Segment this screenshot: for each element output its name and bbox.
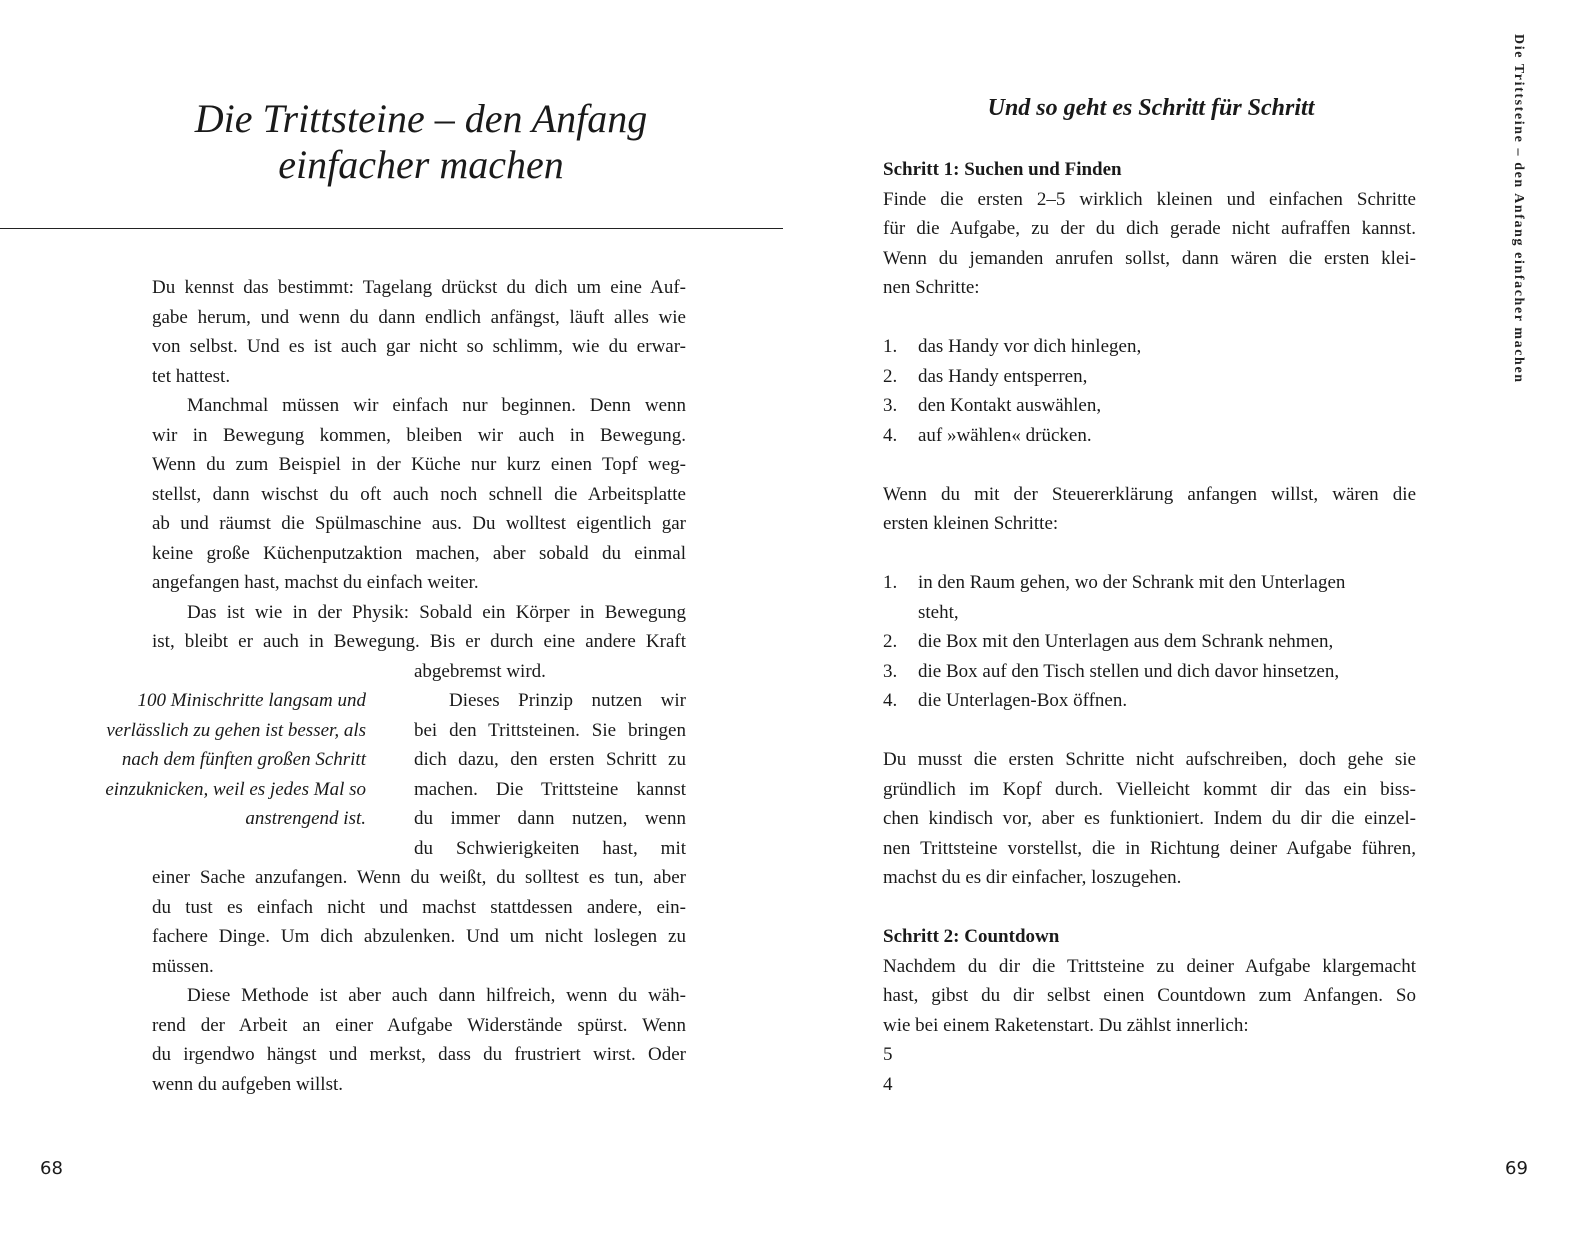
pull-quote-line: nach dem fünften großen Schritt	[121, 749, 366, 770]
text-line: dich dazu, den ersten Schritt zu	[414, 749, 686, 770]
list-item: die Box mit den Unterlagen aus dem Schrank nehmen,	[918, 631, 1334, 652]
text-line: fachere Dinge. Um dich abzulenken. Und um nicht loslegen zu	[152, 926, 686, 947]
countdown-number: 4	[883, 1073, 893, 1095]
list-item-continuation: steht,	[918, 601, 959, 623]
text-line: Wenn du mit der Steuererklärung anfangen willst, wären die	[883, 483, 1416, 505]
text-line: Diese Methode ist aber auch dann hilfreich, wenn du wäh-	[187, 985, 686, 1006]
text-line: gründlich im Kopf durch. Vielleicht kommt dir das ein biss-	[883, 778, 1416, 800]
text-line: wie bei einem Raketenstart. Du zählst innerlich:	[883, 1014, 1249, 1036]
list-item: den Kontakt auswählen,	[918, 395, 1102, 416]
text-line: wenn du aufgeben willst.	[152, 1073, 344, 1095]
step2-title: Schritt 2: Countdown	[883, 926, 1060, 947]
text-line: machen. Die Trittsteine kannst	[414, 778, 686, 800]
text-line: Wenn du jemanden anrufen sollst, dann wären die ersten klei-	[883, 247, 1416, 269]
pull-quote-line: einzuknicken, weil es jedes Mal so	[105, 778, 366, 800]
text-line: nen Trittsteine vorstellst, die in Richtung deiner Aufgabe führen,	[883, 837, 1416, 859]
text-line: von selbst. Und es ist auch gar nicht so schlimm, wie du erwar-	[152, 336, 686, 357]
text-line: du immer dann nutzen, wenn	[414, 808, 686, 829]
list-number: 2.	[883, 365, 898, 387]
text-line: machst du es dir einfacher, loszugehen.	[883, 867, 1182, 888]
text-line: Nachdem du dir die Trittsteine zu deiner Aufgabe klargemacht	[883, 955, 1416, 977]
title-divider	[0, 228, 783, 229]
list-item: in den Raum gehen, wo der Schrank mit den Unterlagen	[918, 572, 1346, 593]
text-line: du Schwierigkeiten hast, mit	[414, 837, 686, 859]
text-line: gabe herum, und wenn du dann endlich anfängst, läuft alles wie	[152, 306, 686, 328]
pull-quote-line: 100 Minischritte langsam und	[137, 690, 366, 711]
text-line: ersten kleinen Schritte:	[883, 513, 1059, 534]
text-line: ab und räumst die Spülmaschine aus. Du wolltest eigentlich gar	[152, 513, 686, 534]
text-line: abgebremst wird.	[414, 660, 546, 682]
text-line: rend der Arbeit an einer Aufgabe Widerstände spürst. Wenn	[152, 1014, 686, 1036]
list-number: 1.	[883, 336, 898, 357]
list-number: 1.	[883, 572, 898, 593]
list-item: auf »wählen« drücken.	[918, 424, 1092, 446]
list-item: das Handy entsperren,	[918, 365, 1088, 387]
page-number-left: 68	[40, 1158, 63, 1179]
text-line: bei den Trittsteinen. Sie bringen	[414, 719, 686, 741]
text-line: Dieses Prinzip nutzen wir	[449, 690, 686, 711]
text-line: stellst, dann wischst du oft auch noch schnell die Arbeitsplatte	[152, 483, 686, 505]
text-line: angefangen hast, machst du einfach weiter.	[152, 572, 479, 593]
text-line: ist, bleibt er auch in Bewegung. Bis er durch eine andere Kraft	[152, 631, 686, 652]
text-line: chen kindisch vor, aber es funktioniert. Indem du dir die einzel-	[883, 808, 1416, 829]
text-line: Finde die ersten 2–5 wirklich kleinen und einfachen Schritte	[883, 188, 1416, 210]
text-line: wir in Bewegung kommen, bleiben wir auch in Bewegung.	[152, 424, 686, 446]
list-item: die Box auf den Tisch stellen und dich davor hinsetzen,	[918, 660, 1340, 682]
section-heading: Und so geht es Schritt für Schritt	[987, 95, 1315, 121]
list-number: 4.	[883, 424, 898, 446]
pull-quote-line: verlässlich zu gehen ist besser, als	[106, 719, 366, 741]
list-number: 2.	[883, 631, 898, 652]
list-number: 3.	[883, 395, 898, 416]
pull-quote-line: anstrengend ist.	[245, 808, 366, 829]
list-number: 4.	[883, 690, 898, 711]
text-line: tet hattest.	[152, 365, 231, 387]
text-line: Das ist wie in der Physik: Sobald ein Körper in Bewegung	[187, 601, 686, 623]
text-line: hast, gibst du dir selbst einen Countdown zum Anfangen. So	[883, 985, 1416, 1006]
text-line: für die Aufgabe, zu der du dich gerade nicht aufraffen kannst.	[883, 218, 1416, 239]
countdown-number: 5	[883, 1044, 893, 1065]
step1-title: Schritt 1: Suchen und Finden	[883, 159, 1122, 180]
chapter-title-line: einfacher machen	[278, 142, 564, 187]
text-line: Du musst die ersten Schritte nicht aufschreiben, doch gehe sie	[883, 749, 1416, 770]
text-line: du tust es einfach nicht und machst stattdessen andere, ein-	[152, 896, 686, 918]
page-number-right: 69	[1505, 1158, 1528, 1179]
list-item: das Handy vor dich hinlegen,	[918, 336, 1142, 357]
list-item: die Unterlagen-Box öffnen.	[918, 690, 1128, 711]
chapter-title-line: Die Trittsteine – den Anfang	[194, 96, 648, 141]
text-line: müssen.	[152, 955, 214, 977]
text-line: Du kennst das bestimmt: Tagelang drückst du dich um eine Auf-	[152, 277, 686, 298]
text-line: du irgendwo hängst und merkst, dass du frustriert wirst. Oder	[152, 1044, 686, 1065]
running-head: Die Trittsteine – den Anfang einfacher machen	[1511, 34, 1526, 384]
chapter-title	[60, 96, 782, 188]
list-number: 3.	[883, 660, 898, 682]
text-line: nen Schritte:	[883, 277, 980, 298]
text-line: Wenn du zum Beispiel in der Küche nur kurz einen Topf weg-	[152, 454, 686, 475]
text-line: Manchmal müssen wir einfach nur beginnen. Denn wenn	[187, 395, 686, 416]
text-line: einer Sache anzufangen. Wenn du weißt, du solltest es tun, aber	[152, 867, 686, 888]
text-line: keine große Küchenputzaktion machen, aber sobald du einmal	[152, 542, 686, 564]
